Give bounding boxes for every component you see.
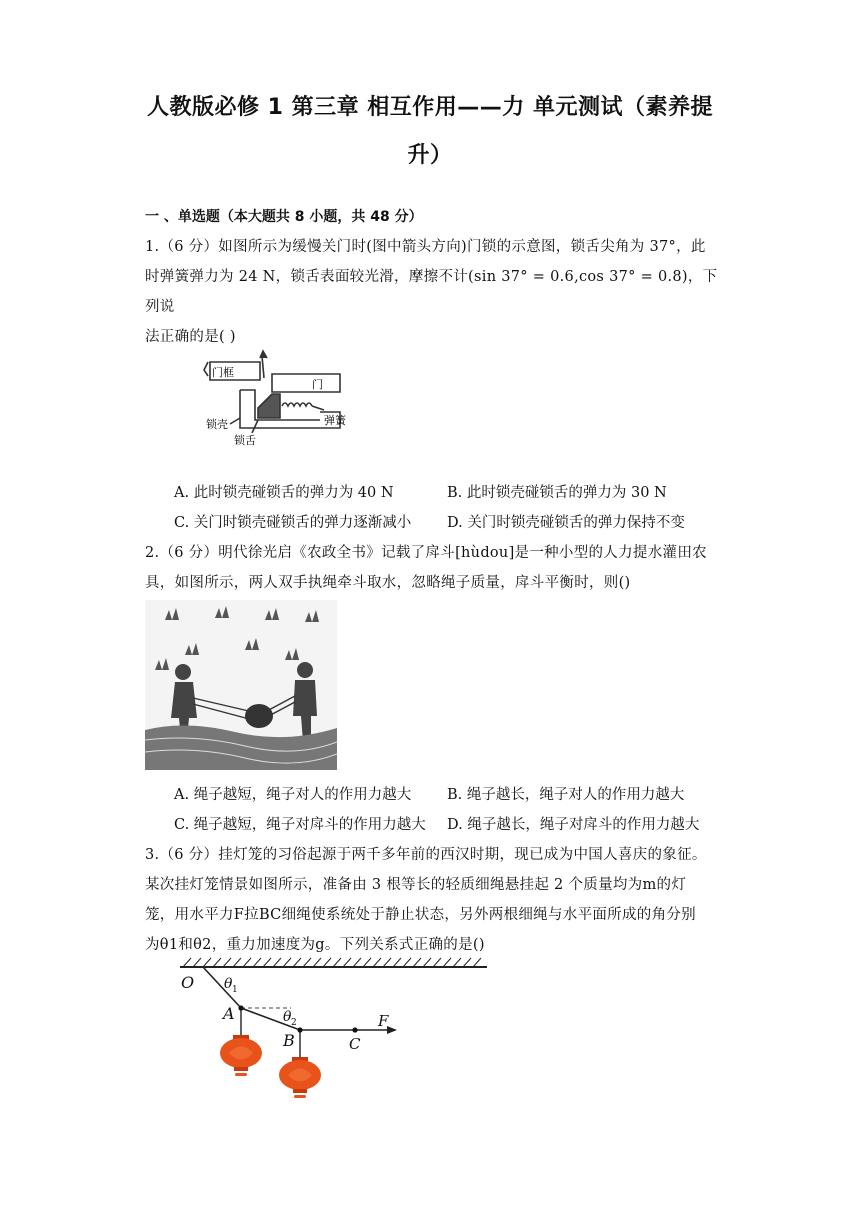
- label-point-o: O: [181, 973, 195, 992]
- label-lock-shell: 锁壳: [206, 418, 228, 431]
- q2-option-b: B. 绳子越长，绳子对人的作用力越大: [447, 787, 685, 803]
- label-door: 门: [312, 378, 323, 391]
- q3-line-2: 某次挂灯笼情景如图所示，准备由 3 根等长的轻质细绳悬挂起 2 个质量均为m的灯: [145, 877, 687, 893]
- q1-option-a: A. 此时锁壳碰锁舌的弹力为 40 N: [174, 485, 394, 501]
- bucket-icon: [245, 704, 273, 728]
- q3-line-1: 3.（6 分）挂灯笼的习俗起源于两千多年前的西汉时期，现已成为中国人喜庆的象征。: [145, 847, 707, 863]
- document-title: [130, 84, 730, 180]
- q2-option-a: A. 绳子越短，绳子对人的作用力越大: [174, 787, 412, 803]
- label-force-f: F: [378, 1012, 389, 1030]
- label-point-b: B: [283, 1031, 295, 1050]
- q2-line-2: 具，如图所示，两人双手执绳牵斗取水，忽略绳子质量，戽斗平衡时，则(): [145, 575, 631, 591]
- label-theta-2: θ: [283, 1009, 292, 1025]
- q2-line-1: 2.（6 分）明代徐光启《农政全书》记载了戽斗[hùdou]是一种小型的人力提水灌田农: [145, 545, 707, 561]
- door-shape: [272, 374, 340, 392]
- q2-option-d: D. 绳子越长，绳子对戽斗的作用力越大: [447, 817, 700, 833]
- lantern-figure: [175, 955, 495, 1100]
- q1-line-1: 1.（6 分）如图所示为缓慢关门时(图中箭头方向)门锁的示意图，锁舌尖角为 37°，此: [145, 239, 706, 255]
- q3-line-4: 为θ1和θ2，重力加速度为g。下列关系式正确的是(): [145, 937, 485, 953]
- question-2-stem: [145, 538, 725, 598]
- question-1-stem: [145, 232, 725, 352]
- title-line-1: 人教版必修 1 第三章 相互作用——力 单元测试（素养提: [147, 95, 713, 120]
- label-door-frame: 门框: [212, 366, 234, 379]
- q1-option-d: D. 关门时锁壳碰锁舌的弹力保持不变: [447, 515, 685, 531]
- label-point-a: A: [223, 1004, 235, 1023]
- irrigation-woodcut-figure: [145, 600, 337, 770]
- lantern-a-icon: [220, 1035, 262, 1076]
- lock-tongue-shape: [258, 394, 280, 418]
- label-point-c: C: [349, 1035, 361, 1053]
- q1-option-b: B. 此时锁壳碰锁舌的弹力为 30 N: [447, 485, 667, 501]
- q1-option-c: C. 关门时锁壳碰锁舌的弹力逐渐减小: [174, 515, 412, 531]
- q1-line-2: 时弹簧弹力为 24 N，锁舌表面较光滑，摩擦不计(sin 37° = 0.6,cos 37° = 0.8)，下列说: [145, 269, 718, 315]
- force-arrow-icon: [387, 1026, 397, 1034]
- label-lock-tongue: 锁舌: [234, 434, 256, 447]
- label-theta-1: θ: [224, 976, 233, 992]
- ceiling-hatch: [183, 958, 481, 967]
- label-spring: 弹簧: [324, 414, 346, 427]
- q3-line-3: 笼，用水平力F拉BC细绳使系统处于静止状态，另外两根细绳与水平面所成的角分别: [145, 907, 696, 923]
- label-theta-2-sub: 2: [291, 1018, 297, 1028]
- q2-option-c: C. 绳子越短，绳子对戽斗的作用力越大: [174, 817, 426, 833]
- label-theta-1-sub: 1: [232, 985, 238, 995]
- spring-coil-icon: [282, 403, 312, 406]
- title-line-2: 升）: [407, 143, 453, 168]
- arrow-icon: [260, 351, 267, 358]
- door-lock-figure: [200, 348, 360, 448]
- lantern-b-icon: [279, 1057, 321, 1098]
- q1-line-3: 法正确的是( ): [145, 329, 236, 345]
- question-3-stem: [145, 840, 725, 960]
- section-heading: 一 、单选题（本大题共 8 小题，共 48 分）: [145, 209, 423, 225]
